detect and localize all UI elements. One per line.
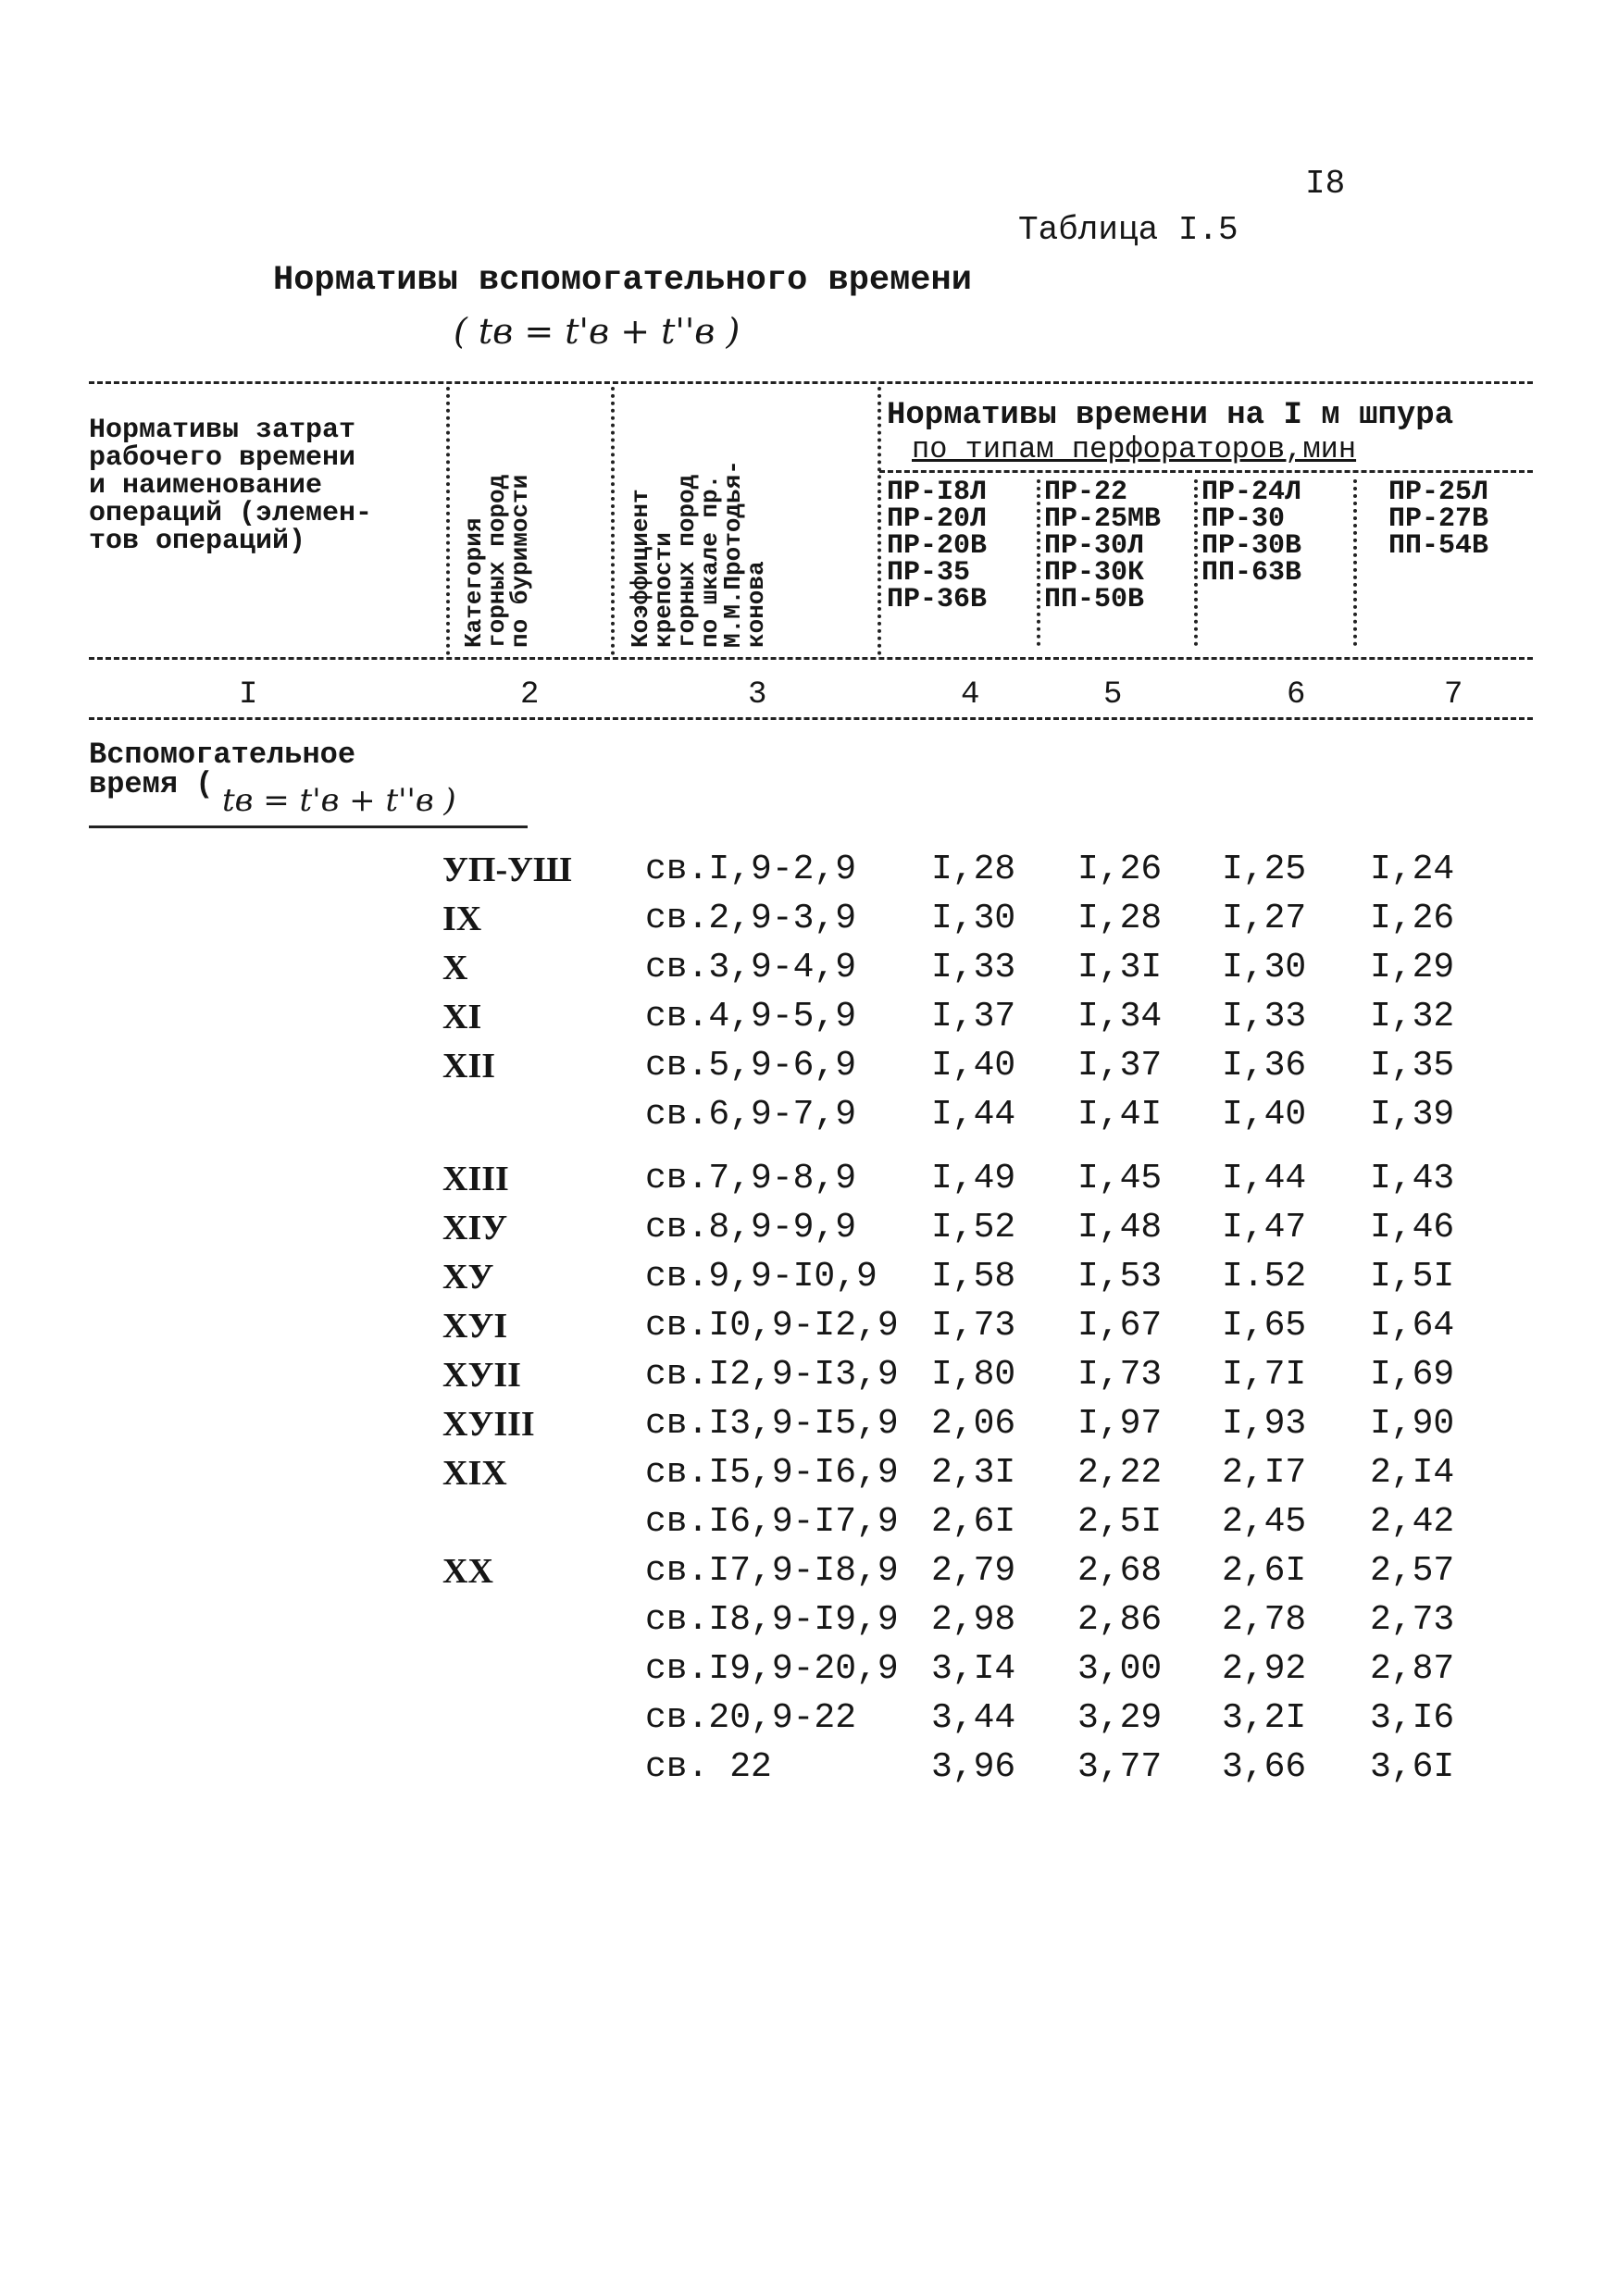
value-cell-col4: I,73: [931, 1306, 1016, 1346]
value-cell-col4: I,40: [931, 1046, 1016, 1086]
category-cell: УП-УШ: [442, 850, 572, 889]
table-row: [0, 850, 1618, 899]
coefficient-cell: св.I9,9-20,9: [645, 1649, 899, 1689]
value-cell-col6: I,36: [1222, 1046, 1307, 1086]
coefficient-cell: св.I6,9-I7,9: [645, 1502, 899, 1542]
value-cell-col4: 2,06: [931, 1404, 1016, 1444]
column-separator: [877, 387, 881, 655]
table-row: [0, 1502, 1618, 1551]
category-cell: XIII: [442, 1160, 509, 1198]
coefficient-cell: св.I,9-2,9: [645, 850, 857, 889]
value-cell-col4: 2,6I: [931, 1502, 1016, 1542]
column-separator: [446, 387, 450, 655]
value-cell-col5: I,73: [1077, 1355, 1163, 1395]
value-cell-col7: 3,I6: [1370, 1698, 1455, 1738]
table-row: [0, 1257, 1618, 1306]
table-row: [0, 948, 1618, 997]
value-cell-col7: 2,57: [1370, 1551, 1455, 1591]
column-number: 7: [1444, 677, 1463, 713]
value-cell-col4: I,30: [931, 899, 1016, 938]
section-underline: [89, 825, 528, 828]
value-cell-col7: I,43: [1370, 1159, 1455, 1198]
coefficient-cell: св.I3,9-I5,9: [645, 1404, 899, 1444]
value-cell-col4: I,80: [931, 1355, 1016, 1395]
value-cell-col7: I,39: [1370, 1095, 1455, 1135]
table-row: [0, 1600, 1618, 1649]
header-col2: Категория горных пород по буримости: [460, 474, 534, 648]
coefficient-cell: св.9,9-I0,9: [645, 1257, 877, 1297]
norm-subheader-rule: [879, 470, 1533, 473]
value-cell-col6: I,65: [1222, 1306, 1307, 1346]
header-norm-title: Нормативы времени на I м шпура: [887, 398, 1454, 433]
coefficient-cell: св.I7,9-I8,9: [645, 1551, 899, 1591]
column-number: 4: [961, 677, 980, 713]
title-formula: ( tв = t'в + t''в ): [454, 311, 741, 352]
header-norm-subtitle: по типам перфораторов,мин: [912, 432, 1357, 466]
value-cell-col4: I,58: [931, 1257, 1016, 1297]
value-cell-col4: I,49: [931, 1159, 1016, 1198]
value-cell-col6: 2,6I: [1222, 1551, 1307, 1591]
column-separator: [1194, 479, 1198, 646]
value-cell-col6: 3,2I: [1222, 1698, 1307, 1738]
value-cell-col7: I,24: [1370, 850, 1455, 889]
column-number: 3: [748, 677, 767, 713]
table-row: [0, 1095, 1618, 1144]
value-cell-col4: 2,79: [931, 1551, 1016, 1591]
value-cell-col5: 3,29: [1077, 1698, 1163, 1738]
table-label: Таблица I.5: [1018, 211, 1238, 249]
value-cell-col5: I,28: [1077, 899, 1163, 938]
value-cell-col5: 2,5I: [1077, 1502, 1163, 1542]
value-cell-col7: I,46: [1370, 1208, 1455, 1247]
value-cell-col5: I,34: [1077, 997, 1163, 1036]
column-separator: [611, 387, 615, 655]
value-cell-col6: 2,I7: [1222, 1453, 1307, 1493]
section-label: Вспомогательное время (: [89, 738, 356, 801]
value-cell-col7: I,35: [1370, 1046, 1455, 1086]
table-row: [0, 1355, 1618, 1404]
value-cell-col6: 3,66: [1222, 1747, 1307, 1787]
coefficient-cell: св.I8,9-I9,9: [645, 1600, 899, 1640]
value-cell-col6: 2,45: [1222, 1502, 1307, 1542]
value-cell-col6: 2,92: [1222, 1649, 1307, 1689]
table-row: [0, 1159, 1618, 1208]
drill-types-col7: ПР-25Л ПР-27В ПП-54В: [1388, 477, 1489, 562]
value-cell-col6: I,93: [1222, 1404, 1307, 1444]
drill-types-col4: ПР-I8Л ПР-20Л ПР-20В ПР-35 ПР-36В: [887, 477, 988, 615]
value-cell-col7: I,26: [1370, 899, 1455, 938]
value-cell-col5: I,97: [1077, 1404, 1163, 1444]
value-cell-col6: I,44: [1222, 1159, 1307, 1198]
value-cell-col6: I,40: [1222, 1095, 1307, 1135]
coefficient-cell: св.6,9-7,9: [645, 1095, 857, 1135]
coefficient-cell: св.7,9-8,9: [645, 1159, 857, 1198]
value-cell-col6: 2,78: [1222, 1600, 1307, 1640]
table-row: [0, 1046, 1618, 1095]
page-number: I8: [1305, 165, 1346, 203]
data-rows: [0, 850, 1618, 1796]
value-cell-col4: I,52: [931, 1208, 1016, 1247]
value-cell-col5: I,67: [1077, 1306, 1163, 1346]
column-number: 6: [1287, 677, 1306, 713]
value-cell-col5: 2,22: [1077, 1453, 1163, 1493]
coefficient-cell: св.4,9-5,9: [645, 997, 857, 1036]
column-number: I: [239, 677, 258, 713]
table-row: [0, 1453, 1618, 1502]
coefficient-cell: св.I2,9-I3,9: [645, 1355, 899, 1395]
value-cell-col7: 2,73: [1370, 1600, 1455, 1640]
coefficient-cell: св.5,9-6,9: [645, 1046, 857, 1086]
value-cell-col7: 2,I4: [1370, 1453, 1455, 1493]
header-top-rule: [89, 381, 1533, 384]
category-cell: XУI: [442, 1307, 508, 1346]
coefficient-cell: св.3,9-4,9: [645, 948, 857, 987]
table-row: [0, 1551, 1618, 1600]
value-cell-col5: I,48: [1077, 1208, 1163, 1247]
table-row: [0, 997, 1618, 1046]
header-col3: Коэффициент крепости горных пород по шкале пр. М.М.Протодья- конова: [627, 460, 770, 648]
coefficient-cell: св. 22: [645, 1747, 772, 1787]
section-formula: tв = t'в + t''в ): [222, 782, 456, 819]
category-cell: XII: [442, 1047, 496, 1086]
value-cell-col5: I,26: [1077, 850, 1163, 889]
value-cell-col5: I,45: [1077, 1159, 1163, 1198]
value-cell-col4: I,37: [931, 997, 1016, 1036]
value-cell-col7: I,5I: [1370, 1257, 1455, 1297]
column-separator: [1353, 479, 1357, 646]
column-number: 5: [1103, 677, 1123, 713]
category-cell: XУII: [442, 1356, 521, 1395]
value-cell-col7: I,64: [1370, 1306, 1455, 1346]
value-cell-col7: I,29: [1370, 948, 1455, 987]
value-cell-col7: I,32: [1370, 997, 1455, 1036]
value-cell-col4: 3,44: [931, 1698, 1016, 1738]
value-cell-col4: 2,98: [931, 1600, 1016, 1640]
table-row: [0, 1306, 1618, 1355]
coefficient-cell: св.I0,9-I2,9: [645, 1306, 899, 1346]
value-cell-col7: 3,6I: [1370, 1747, 1455, 1787]
category-cell: XI: [442, 998, 482, 1036]
category-cell: XIX: [442, 1454, 507, 1493]
value-cell-col6: I,7I: [1222, 1355, 1307, 1395]
value-cell-col6: I,33: [1222, 997, 1307, 1036]
category-cell: XIУ: [442, 1209, 508, 1247]
header-col1: Нормативы затрат рабочего времени и наименование операций (элемен- тов операций): [89, 415, 373, 557]
value-cell-col7: I,90: [1370, 1404, 1455, 1444]
coefficient-cell: св.I5,9-I6,9: [645, 1453, 899, 1493]
value-cell-col4: I,44: [931, 1095, 1016, 1135]
header-bottom-rule: [89, 657, 1533, 660]
category-cell: XX: [442, 1552, 493, 1591]
value-cell-col4: 3,I4: [931, 1649, 1016, 1689]
value-cell-col4: I,28: [931, 850, 1016, 889]
value-cell-col6: I,47: [1222, 1208, 1307, 1247]
coefficient-cell: св.20,9-22: [645, 1698, 857, 1738]
value-cell-col5: I,53: [1077, 1257, 1163, 1297]
value-cell-col5: 3,77: [1077, 1747, 1163, 1787]
drill-types-col6: ПР-24Л ПР-30 ПР-30В ПП-63В: [1201, 477, 1302, 589]
coefficient-cell: св.2,9-3,9: [645, 899, 857, 938]
table-row: [0, 1747, 1618, 1796]
value-cell-col7: 2,87: [1370, 1649, 1455, 1689]
table-row: [0, 1649, 1618, 1698]
value-cell-col6: I,25: [1222, 850, 1307, 889]
value-cell-col7: 2,42: [1370, 1502, 1455, 1542]
table-row: [0, 1208, 1618, 1257]
table-row: [0, 1404, 1618, 1453]
column-separator: [1037, 479, 1040, 646]
table-row: [0, 1698, 1618, 1747]
table-row: [0, 899, 1618, 948]
coefficient-cell: св.8,9-9,9: [645, 1208, 857, 1247]
value-cell-col5: 3,00: [1077, 1649, 1163, 1689]
table-title: Нормативы вспомогательного времени: [273, 261, 972, 300]
value-cell-col7: I,69: [1370, 1355, 1455, 1395]
category-cell: X: [442, 949, 468, 987]
column-number: 2: [520, 677, 540, 713]
value-cell-col6: I,27: [1222, 899, 1307, 938]
value-cell-col5: I,37: [1077, 1046, 1163, 1086]
value-cell-col5: 2,68: [1077, 1551, 1163, 1591]
value-cell-col6: I,30: [1222, 948, 1307, 987]
value-cell-col5: I,3I: [1077, 948, 1163, 987]
category-cell: XУIII: [442, 1405, 535, 1444]
value-cell-col6: I.52: [1222, 1257, 1307, 1297]
category-cell: IX: [442, 900, 482, 938]
value-cell-col5: 2,86: [1077, 1600, 1163, 1640]
value-cell-col4: I,33: [931, 948, 1016, 987]
value-cell-col4: 3,96: [931, 1747, 1016, 1787]
column-numbers-rule: [89, 717, 1533, 720]
value-cell-col4: 2,3I: [931, 1453, 1016, 1493]
category-cell: XУ: [442, 1258, 494, 1297]
drill-types-col5: ПР-22 ПР-25МВ ПР-30Л ПР-30К ПП-50В: [1044, 477, 1162, 615]
value-cell-col5: I,4I: [1077, 1095, 1163, 1135]
